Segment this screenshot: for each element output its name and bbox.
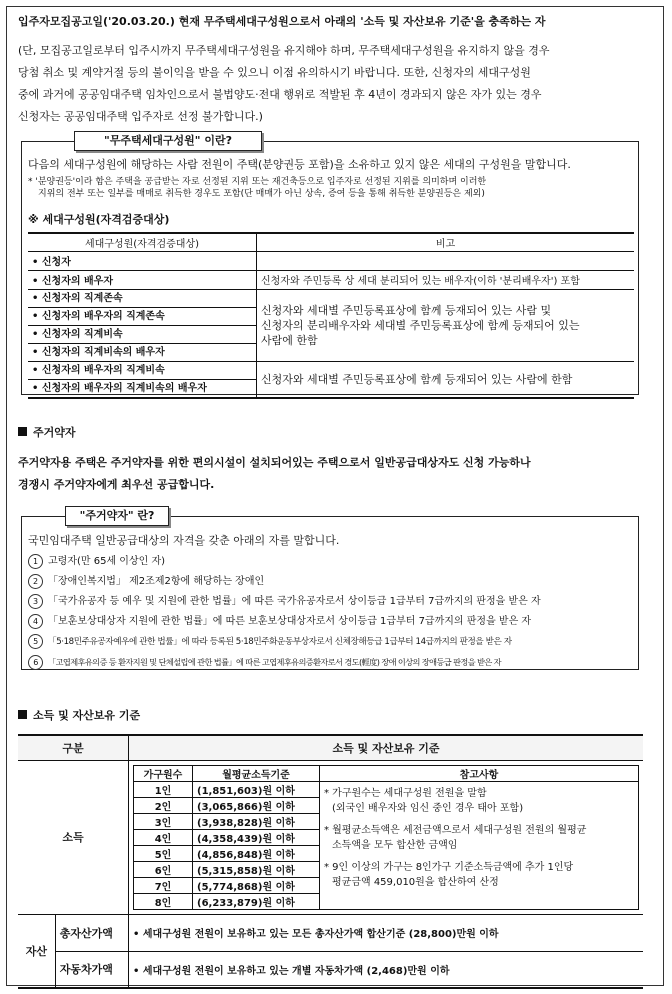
circled-number-icon: 3 — [28, 594, 43, 609]
income-limit: (5,774,868)원 이하 — [193, 877, 320, 893]
table-header: 참고사항 — [459, 769, 499, 781]
list-item — [28, 552, 638, 572]
income-limit: (1,851,603)원 이하 — [193, 781, 320, 797]
income-threshold-table — [133, 765, 639, 910]
notice-line: 신청자는 공공임대주택 입주자로 선정 불가합니다.) — [18, 110, 263, 123]
household-size: 6인 — [134, 861, 193, 877]
note-line: * 월평균소득액은 세전금액으로서 세대구성원 전원의 월평균 — [324, 824, 587, 836]
members-heading: ※ 세대구성원(자격검증대상) — [28, 213, 170, 226]
income-limit: (4,358,439)원 이하 — [193, 829, 320, 845]
elderly-description — [18, 452, 658, 496]
member-item: • 신청자의 직계존속 — [28, 290, 256, 308]
table-header: 소득 및 자산보유 기준 — [332, 741, 440, 755]
note-cell: 신청자와 세대별 주민등록표상에 함께 등재되어 있는 사람에 한함 — [261, 373, 573, 386]
table-header: 월평균소득기준 — [193, 765, 320, 781]
list-item — [28, 572, 638, 592]
asset-row — [18, 951, 643, 988]
desc-line: 주거약자용 주택은 주거약자를 위한 편의시설이 설치되어있는 주택으로서 일반공급대상자도 신청 가능하나 — [18, 456, 531, 469]
member-item: • 신청자의 배우자의 직계존속 — [28, 308, 256, 326]
list-item-text: 「고엽제후유의증 등 환자지원 및 단체설립에 관한 법률」에 따른 고엽제후유의증환자로서 경도(輕度) 장애 이상의 장애등급 판정을 받은 자 — [48, 657, 501, 667]
income-limit: (3,065,866)원 이하 — [193, 797, 320, 813]
asset-row — [18, 914, 643, 951]
note-line: 사람에 한함 — [261, 333, 318, 347]
note-line: 소득액을 모두 합산한 금액임 — [332, 839, 458, 851]
list-item — [28, 632, 638, 652]
income-notes — [320, 781, 639, 909]
note-line: 신청자와 세대별 주민등록표상에 함께 등재되어 있는 사람 및 — [261, 303, 552, 317]
household-tag: "무주택세대구성원" 이란? — [74, 131, 262, 151]
list-item-text: 「보훈보상대상자 지원에 관한 법률」에 따른 보훈보상대상자로서 상이등급 1급부터 7급까지의 판정을 받은 자 — [48, 616, 532, 627]
household-size: 3인 — [134, 813, 193, 829]
elderly-heading-text: 주거약자 — [33, 426, 76, 439]
elderly-intro: 국민임대주택 일반공급대상의 자격을 갖춘 아래의 자를 말합니다. — [28, 534, 340, 547]
notice-paragraph — [18, 40, 658, 128]
list-item — [28, 592, 638, 612]
list-item — [28, 652, 638, 672]
square-bullet-icon — [18, 427, 27, 436]
household-size: 2인 — [134, 797, 193, 813]
table-header: 구분 — [18, 735, 129, 760]
member-item: • 신청자의 배우자의 직계비속 — [28, 362, 256, 380]
income-heading-text: 소득 및 자산보유 기준 — [33, 709, 141, 722]
income-detail-cell — [129, 760, 644, 914]
list-item-text: 고령자(만 65세 이상인 자) — [48, 556, 166, 567]
income-heading — [18, 708, 140, 723]
circled-number-icon: 5 — [28, 634, 43, 649]
footnote-line: * '분양권등'이라 함은 주택을 공급받는 자로 선정된 지위 또는 재건축등으로 입주자로 선정된 지위를 의미하며 이러한 — [28, 177, 487, 187]
elderly-list — [28, 552, 638, 672]
table-row — [28, 270, 634, 289]
member-cell: • 신청자 — [28, 251, 257, 270]
asset-type: 총자산가액 — [55, 914, 128, 951]
table-header: 비고 — [435, 238, 456, 250]
note-line: * 9인 이상의 가구는 8인가구 기준소득금액에 추가 1인당 — [324, 861, 574, 873]
table-header: 가구원수 — [134, 765, 193, 781]
elderly-tag: "주거약자" 란? — [65, 506, 169, 526]
member-cell — [28, 361, 257, 398]
note-line: 평균금액 459,010원을 합산하여 산정 — [332, 876, 499, 888]
notice-line: 당첨 취소 및 계약거절 등의 불이익을 받을 수 있으니 이점 유의하시기 바랍니다. 또한, 신청자의 세대구성원 — [18, 66, 531, 79]
income-limit: (5,315,858)원 이하 — [193, 861, 320, 877]
member-cell — [28, 289, 257, 361]
income-row — [18, 760, 643, 914]
household-definition: 다음의 세대구성원에 해당하는 사람 전원이 주택(분양권등 포함)을 소유하고 있지 않은 세대의 구성원을 말합니다. — [28, 158, 571, 171]
income-asset-table — [18, 734, 643, 989]
household-size: 8인 — [134, 893, 193, 909]
note-line: * 가구원수는 세대구성원 전원을 말함 — [324, 787, 487, 799]
household-members-table — [28, 232, 634, 399]
asset-value: • 세대구성원 전원이 보유하고 있는 모든 총자산가액 합산기준 (28,800)만원 이하 — [133, 929, 499, 940]
household-size: 1인 — [134, 781, 193, 797]
circled-number-icon: 6 — [28, 655, 43, 670]
table-header: 세대구성원(자격검증대상) — [28, 233, 257, 251]
table-row — [28, 289, 634, 361]
list-item — [28, 612, 638, 632]
page-title: 입주자모집공고일('20.03.20.) 현재 무주택세대구성원으로서 아래의 '소득 및 자산보유 기준'을 충족하는 자 — [18, 15, 546, 28]
notice-line: 중에 과거에 공공임대주택 임차인으로서 불법양도·전대 행위로 적발된 후 4년이 경과되지 않은 자가 있는 경우 — [18, 88, 542, 101]
asset-type: 자동차가액 — [55, 951, 128, 988]
member-item: • 신청자의 직계비속의 배우자 — [32, 346, 165, 358]
table-row — [134, 781, 639, 797]
footnote-line: 지위의 전부 또는 일부를 매매로 취득한 경우도 포함(단 매매가 아닌 상속, 증여 등을 통해 취득한 분양권등은 제외) — [38, 189, 485, 199]
table-row — [28, 251, 634, 270]
notice-line: (단, 모집공고일로부터 입주시까지 무주택세대구성원을 유지해야 하며, 무주택세대구성원을 유지하지 않을 경우 — [18, 44, 550, 57]
asset-label: 자산 — [18, 914, 55, 988]
income-limit: (3,938,828)원 이하 — [193, 813, 320, 829]
household-footnote — [28, 176, 638, 200]
note-cell — [257, 289, 635, 361]
household-size: 5인 — [134, 845, 193, 861]
circled-number-icon: 1 — [28, 554, 43, 569]
note-cell — [257, 251, 635, 270]
square-bullet-icon — [18, 710, 27, 719]
note-line: (외국인 배우자와 임신 중인 경우 태아 포함) — [332, 802, 524, 814]
note-cell: 신청자와 주민등록 상 세대 분리되어 있는 배우자(이하 '분리배우자') 포함 — [261, 276, 580, 287]
member-item: • 신청자의 배우자의 직계비속의 배우자 — [32, 382, 207, 394]
income-limit: (6,233,879)원 이하 — [193, 893, 320, 909]
desc-line: 경쟁시 주거약자에게 최우선 공급합니다. — [18, 478, 215, 491]
household-size: 7인 — [134, 877, 193, 893]
member-item: • 신청자의 직계비속 — [28, 326, 256, 344]
list-item-text: 「장애인복지법」 제2조제2항에 해당하는 장애인 — [48, 576, 265, 587]
circled-number-icon: 4 — [28, 614, 43, 629]
member-cell: • 신청자의 배우자 — [28, 270, 257, 289]
table-row — [28, 361, 634, 398]
income-label: 소득 — [18, 760, 129, 914]
elderly-heading — [18, 425, 76, 440]
list-item-text: 「5·18민주유공자예우에 관한 법률」에 따라 등록된 5·18민주화운동부상자로서 신체장해등급 1급부터 14급까지의 판정을 받은 자 — [48, 637, 512, 647]
household-size: 4인 — [134, 829, 193, 845]
list-item-text: 「국가유공자 등 예우 및 지원에 관한 법률」에 따른 국가유공자로서 상이등급 1급부터 7급까지의 판정을 받은 자 — [48, 596, 541, 607]
asset-value: • 세대구성원 전원이 보유하고 있는 개별 자동차가액 (2,468)만원 이하 — [133, 965, 450, 977]
note-line: 신청자의 분리배우자와 세대별 주민등록표상에 함께 등재되어 있는 — [261, 318, 580, 332]
circled-number-icon: 2 — [28, 574, 43, 589]
income-limit: (4,856,848)원 이하 — [193, 845, 320, 861]
